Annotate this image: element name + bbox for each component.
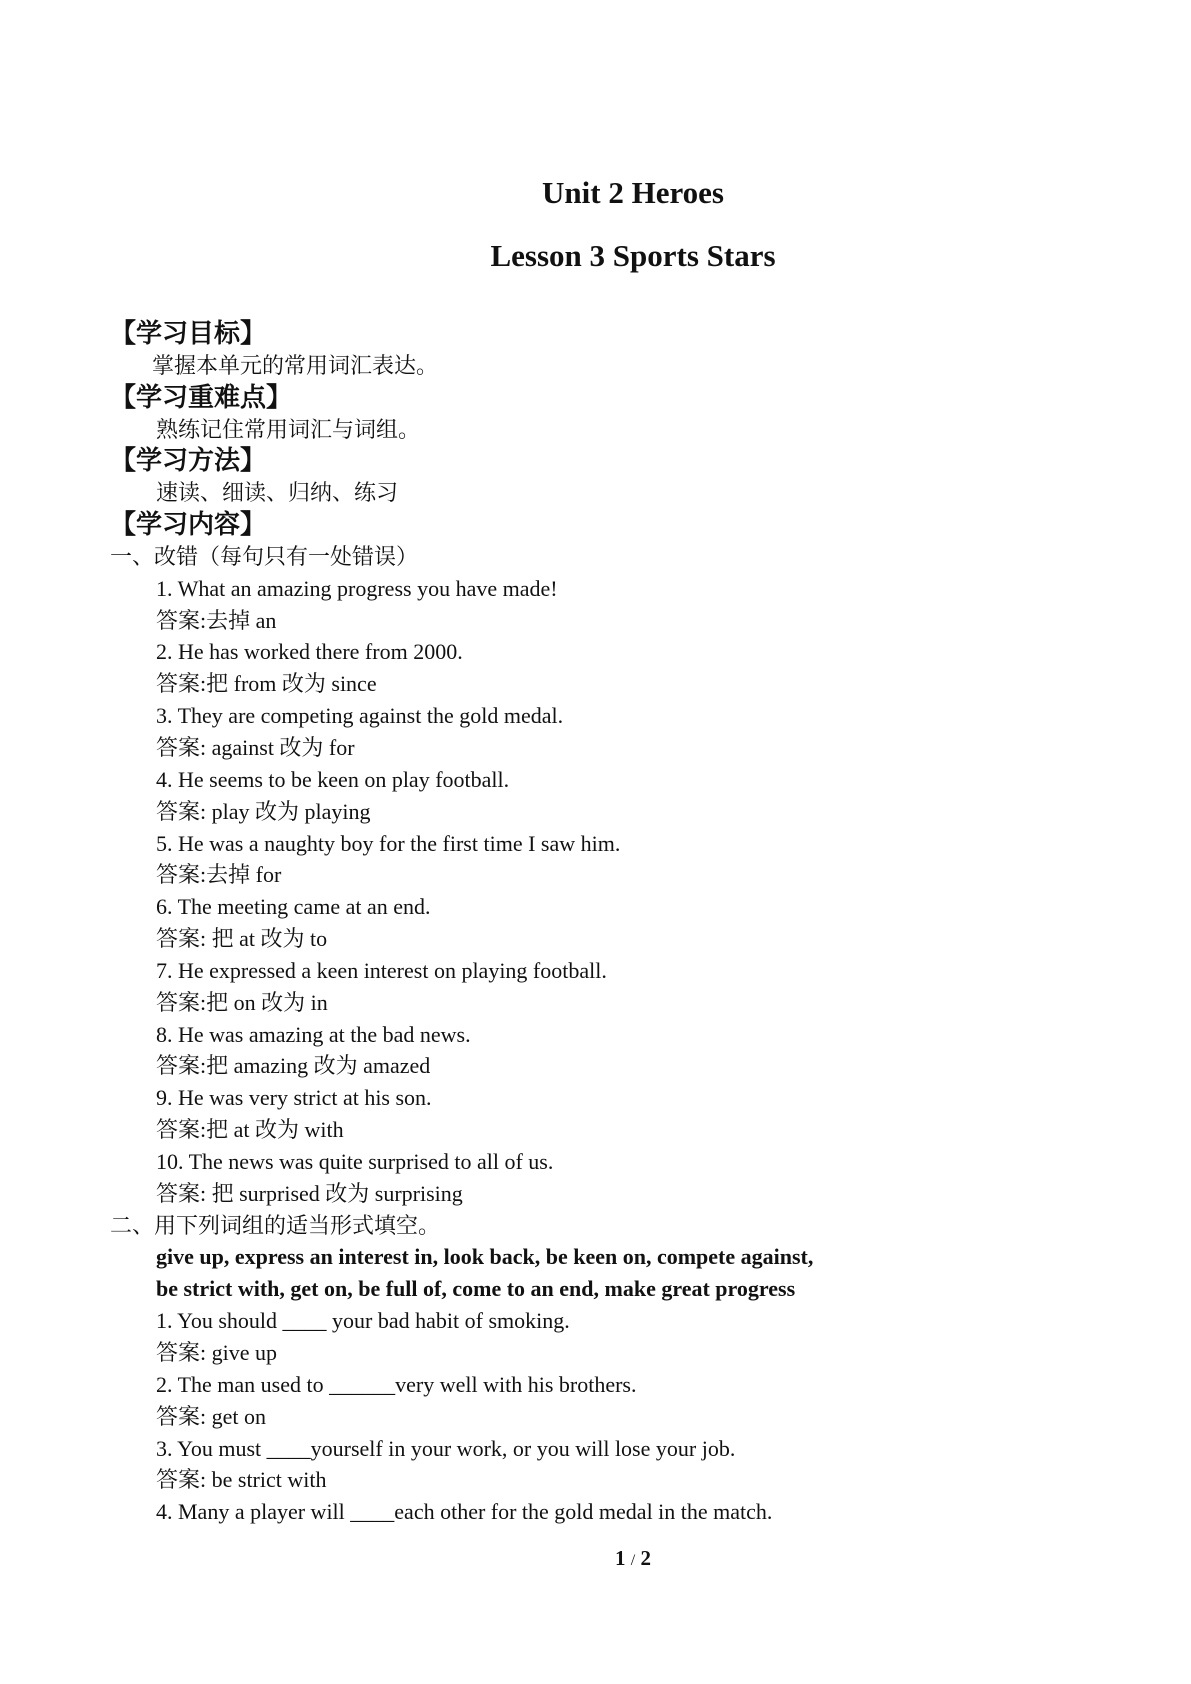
- section2-title: 二、用下列词组的适当形式填空。: [110, 1212, 441, 1238]
- page-current: 1: [615, 1546, 626, 1570]
- question: 6. The meeting came at an end.: [156, 894, 431, 920]
- answer: 答案: give up: [156, 1340, 277, 1365]
- answer: 答案: play 改为 playing: [156, 798, 371, 824]
- goal-text: 掌握本单元的常用词汇表达。: [152, 352, 439, 378]
- heading-goal: 【学习目标】: [110, 319, 267, 348]
- question: 7. He expressed a keen interest on playing football.: [156, 957, 607, 983]
- question: 4. He seems to be keen on play football.: [156, 766, 510, 792]
- heading-key: 【学习重难点】: [110, 382, 293, 412]
- answer: 答案: 把 surprised 改为 surprising: [156, 1180, 463, 1206]
- document-body: [110, 318, 1110, 1528]
- answer: 答案:把 at 改为 with: [156, 1117, 344, 1143]
- question: 1. You should ____ your bad habit of smoking.: [156, 1308, 570, 1334]
- question: 9. He was very strict at his son.: [156, 1085, 432, 1111]
- heading-method: 【学习方法】: [110, 446, 267, 476]
- answer: 答案: be strict with: [156, 1467, 327, 1493]
- answer: 答案:把 from 改为 since: [156, 671, 377, 697]
- question: 3. You must ____yourself in your work, or you will lose your job.: [156, 1435, 736, 1461]
- answer: 答案: against 改为 for: [156, 734, 355, 760]
- unit-title: Unit 2 Heroes: [542, 175, 724, 210]
- question: 2. The man used to ______very well with his brothers.: [156, 1371, 637, 1397]
- section1-title: 一、改错（每句只有一处错误）: [110, 543, 419, 569]
- page-number: [0, 1546, 1191, 1571]
- lesson-title: Lesson 3 Sports Stars: [490, 238, 776, 273]
- question: 4. Many a player will ____each other for the gold medal in the match.: [156, 1499, 773, 1525]
- answer: 答案: 把 at 改为 to: [156, 926, 328, 952]
- heading-content: 【学习内容】: [110, 510, 267, 540]
- page-separator: /: [630, 1552, 636, 1569]
- answer: 答案:去掉 an: [156, 607, 277, 633]
- question: 8. He was amazing at the bad news.: [156, 1021, 471, 1047]
- answer: 答案:把 amazing 改为 amazed: [156, 1053, 431, 1079]
- phrase-list: be strict with, get on, be full of, come to an end, make great progress: [156, 1276, 796, 1302]
- phrase-list: give up, express an interest in, look back, be keen on, compete against,: [156, 1244, 814, 1270]
- question: 1. What an amazing progress you have made!: [156, 575, 558, 601]
- question: 2. He has worked there from 2000.: [156, 639, 463, 665]
- question: 10. The news was quite surprised to all of us.: [156, 1148, 554, 1174]
- page-total: 2: [640, 1546, 651, 1570]
- answer: 答案:把 on 改为 in: [156, 989, 328, 1015]
- question: 3. They are competing against the gold medal.: [156, 703, 564, 729]
- answer: 答案: get on: [156, 1403, 266, 1429]
- method-text: 速读、细读、归纳、练习: [156, 480, 399, 506]
- key-text: 熟练记住常用词汇与词组。: [156, 416, 421, 442]
- question: 5. He was a naughty boy for the first time I saw him.: [156, 830, 621, 856]
- answer: 答案:去掉 for: [156, 862, 282, 888]
